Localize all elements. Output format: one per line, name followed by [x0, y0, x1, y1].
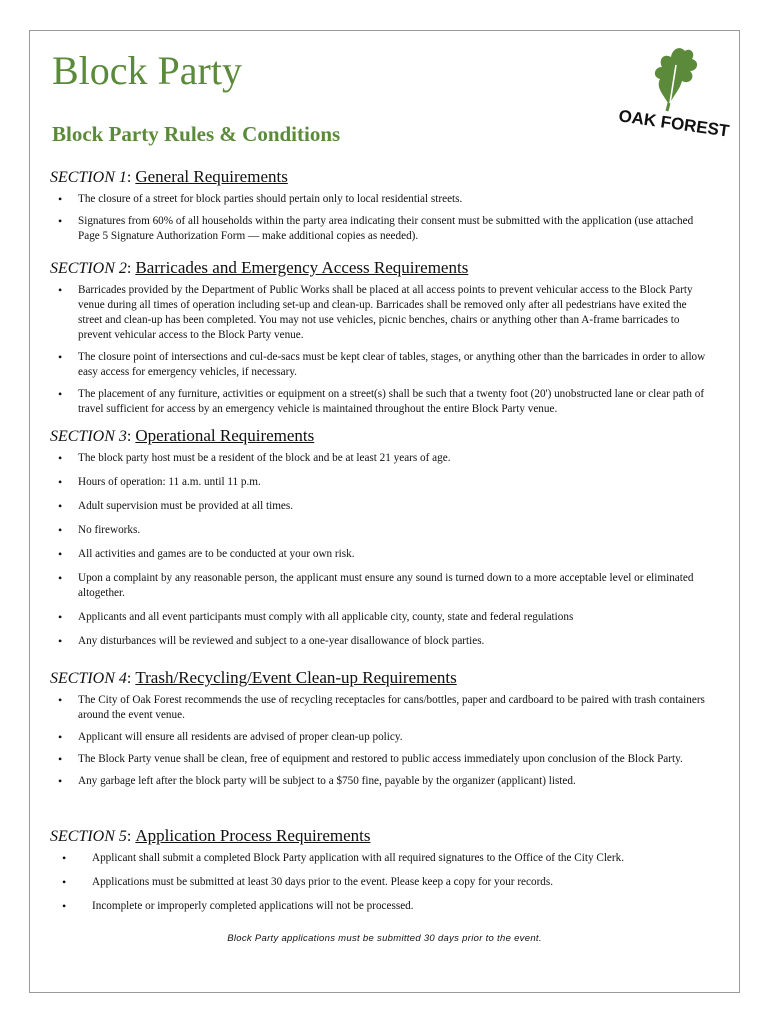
- document-page: [29, 30, 740, 993]
- list-item: • The placement of any furniture, activities or equipment on a street(s) shall be such that a twenty foot (20') unobstructed lane or clear path of travel sufficient for access by an emergency vehicle is maintained throughout the entire Block Party venue.: [50, 387, 712, 417]
- logo-text: OAK FOREST: [617, 106, 731, 141]
- list-item: • Signatures from 60% of all households within the party area indicating their consent must be submitted with the application (use attached Page 5 Signature Authorization Form — make additional copies as needed).: [50, 214, 712, 244]
- section-heading: SECTION 2: Barricades and Emergency Access Requirements: [50, 258, 469, 277]
- section-number: SECTION 4: [50, 670, 127, 687]
- page-subtitle: Block Party Rules & Conditions: [52, 122, 341, 146]
- section-operational: [50, 427, 712, 658]
- list-item: • Barricades provided by the Department of Public Works shall be placed at all access points to prevent vehicular access to the Block Party venue during all times of operation including set-up and clean-up. Barricades shall be removed only after all pedestrians have exited the street and clean-up has been completed. You may not use vehicles, picnic benches, chairs or anything other than A-frame barricades to prevent vehicular access to the Block Party venue.: [50, 283, 712, 343]
- page-title: Block Party: [52, 48, 242, 93]
- list-item: • The Block Party venue shall be clean, free of equipment and restored to public access immediately upon conclusion of the Block Party.: [50, 752, 712, 767]
- list-item: • Any garbage left after the block party will be subject to a $750 fine, payable by the organizer (applicant) listed.: [50, 774, 712, 789]
- section-barricades: [50, 259, 712, 424]
- list-item: • Adult supervision must be provided at all times.: [50, 499, 712, 514]
- list-item: • Applicant shall submit a completed Block Party application with all required signatures to the Office of the City Clerk.: [50, 851, 712, 866]
- list-item: • Incomplete or improperly completed applications will not be processed.: [50, 899, 712, 914]
- section-heading: SECTION 1: General Requirements: [50, 167, 288, 186]
- list-item: • Upon a complaint by any reasonable person, the applicant must ensure any sound is turned down to a more acceptable level or eliminated altogether.: [50, 571, 712, 601]
- section-trash: [50, 669, 712, 796]
- section-name: Operational Requirements: [135, 426, 315, 445]
- section-application: [50, 827, 712, 923]
- list-item: • Applicants and all event participants must comply with all applicable city, county, state and federal regulations: [50, 610, 712, 625]
- list-item: • No fireworks.: [50, 523, 712, 538]
- list-item: • Any disturbances will be reviewed and subject to a one-year disallowance of block parties.: [50, 634, 712, 649]
- list-item: • Applications must be submitted at least 30 days prior to the event. Please keep a copy for your records.: [50, 875, 712, 890]
- section-name: Barricades and Emergency Access Requirements: [135, 258, 469, 277]
- list-item: • The City of Oak Forest recommends the use of recycling receptacles for cans/bottles, paper and cardboard to be paired with trash containers around the event venue.: [50, 693, 712, 723]
- section-name: General Requirements: [135, 167, 288, 186]
- section-general: [50, 168, 712, 251]
- section-number: SECTION 2: [50, 260, 127, 277]
- section-name: Trash/Recycling/Event Clean-up Requirements: [135, 668, 457, 687]
- section-heading: SECTION 5: Application Process Requirements: [50, 826, 371, 845]
- section-name: Application Process Requirements: [135, 826, 371, 845]
- section-heading: SECTION 4: Trash/Recycling/Event Clean-up Requirements: [50, 668, 457, 687]
- section-number: SECTION 1: [50, 169, 127, 186]
- section-number: SECTION 3: [50, 428, 127, 445]
- list-item: • All activities and games are to be conducted at your own risk.: [50, 547, 712, 562]
- list-item: • The closure point of intersections and cul-de-sacs must be kept clear of tables, stages, or anything other than the barricades in order to allow easy access for emergency vehicles, if necessary.: [50, 350, 712, 380]
- list-item: • Applicant will ensure all residents are advised of proper clean-up policy.: [50, 730, 712, 745]
- footer-note: Block Party applications must be submitted 30 days prior to the event.: [227, 933, 542, 944]
- oak-forest-logo: [616, 41, 736, 141]
- list-item: • The closure of a street for block parties should pertain only to local residential streets.: [50, 192, 712, 207]
- section-heading: SECTION 3: Operational Requirements: [50, 426, 315, 445]
- section-number: SECTION 5: [50, 828, 127, 845]
- list-item: • Hours of operation: 11 a.m. until 11 p.m.: [50, 475, 712, 490]
- oak-leaf-icon: [616, 41, 736, 141]
- list-item: • The block party host must be a resident of the block and be at least 21 years of age.: [50, 451, 712, 466]
